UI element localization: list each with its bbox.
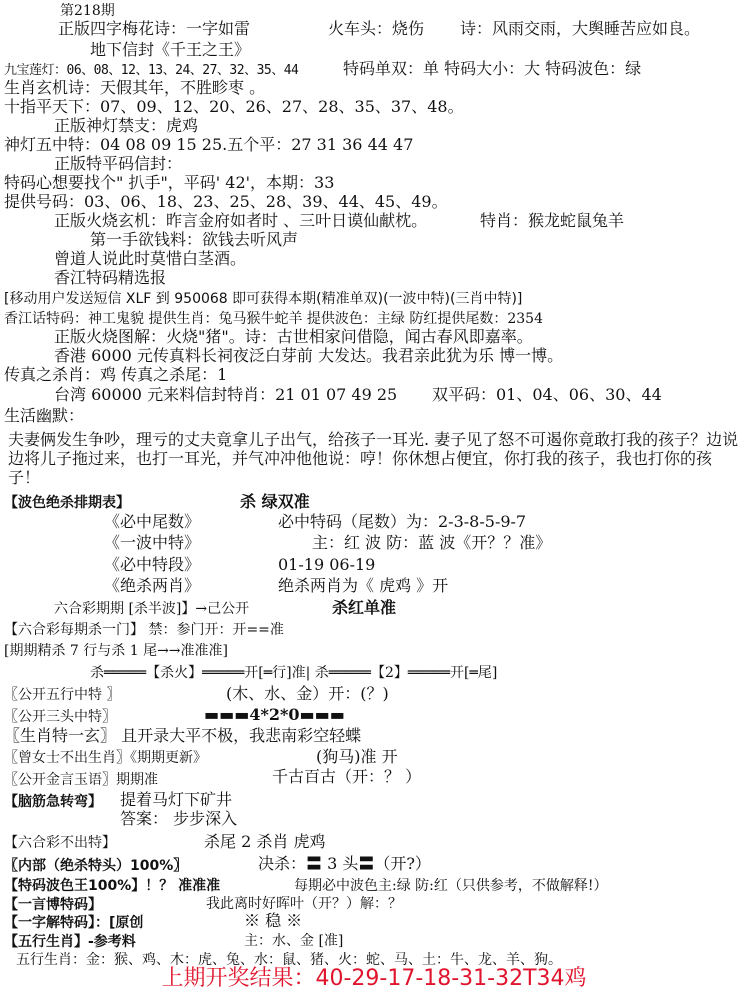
one-char-special-value: ※ 稳 ※ [244, 911, 303, 930]
wave-king-label: 【特码波色王100%】！？ 准准准 [4, 878, 221, 894]
poem-line: 诗：风雨交雨，大舆睡苦应如良。 [460, 19, 701, 38]
must-tail-label: 《必中尾数》 [104, 512, 201, 531]
fire-mystery-line: 正版火烧玄机：昨言金府如者时 、三叶日谟仙献枕。 [54, 211, 428, 230]
special-attributes-line: 特码单双：单 特码大小：大 特码波色：绿 [343, 59, 642, 78]
ms-zeng-label: 〖曾女士不出生肖〗《期期更新》 [4, 750, 207, 766]
first-hand-line: 第一手欲钱料：欲钱去听风声 [90, 230, 299, 249]
five-element-value: (木、水、金）开：(？) [226, 684, 389, 703]
riddle-question: 提着马灯下矿井 [120, 790, 233, 809]
issue-number: 第218期 [60, 3, 115, 19]
plum-poem-line: 正版四字梅花诗：一字如雷 [58, 19, 251, 38]
kill-two-value: 绝杀两肖为《 虎鸡 》开 [278, 576, 449, 595]
three-head-value: ▬▬▬4*2*0▬▬▬ [204, 705, 345, 724]
five-element-zodiac-value: 主：水、金 [准] [244, 933, 344, 949]
kill-element-line: 杀═════【杀火】═════开[═行]准| 杀═════【2】═════开[═尾] [90, 665, 498, 681]
wave-kill-table-heading: 【波色绝杀排期表】 [4, 495, 130, 511]
zodiac-poem-line: 生肖玄机诗：天假其年，不胜畛枣 。 [4, 78, 266, 97]
fire-picture-line: 正版火烧图解：火烧"猪"。诗：古世相家问借隐，闻古春风即嘉率。 [54, 327, 533, 346]
must-tail-value: 必中特码（尾数）为：2-3-8-5-9-7 [278, 512, 527, 531]
double-flat-line: 双平码：01、04、06、30、44 [432, 385, 662, 404]
one-word-special-value: 我此离时好晖叶（开？）解：？ [206, 896, 402, 912]
one-char-special-label: 【一字解特码】：[原创 [4, 915, 144, 931]
ms-zeng-value: (狗马)准 开 [316, 747, 398, 766]
taiwan-envelope-line: 台湾 60000 元来料信封特肖：21 01 07 49 25 [54, 385, 398, 404]
five-element-zodiac-label: 【五行生肖】-参考料 [4, 934, 136, 950]
one-word-special-label: 【一言博特码】 [4, 897, 102, 913]
lamp-five-line: 神灯五中特：04 08 09 15 25.五个平：27 31 36 44 47 [4, 135, 414, 154]
five-element-zodiac-list: 五行生肖：金：猴、鸡、木：虎、兔、水：鼠、猪、火：蛇、马、土：牛、龙、羊、狗。 [16, 952, 562, 968]
hongkong-fax-line: 香港 6000 元传真料长祠夜泛白芽前 大发达。我君亲此犹为乐 博一博。 [54, 346, 564, 365]
hongkong-talk-line: 香江话特码：神工鬼貌 提供生肖：兔马猴牛蛇羊 提供波色：主绿 防红提供尾数：2354 [4, 311, 543, 327]
five-element-label: 〖公开五行中特 〗 [4, 687, 121, 703]
special-zodiac-line: 特肖：猴龙蛇鼠兔羊 [480, 211, 625, 230]
riddle-answer: 答案： 步步深入 [120, 809, 238, 828]
internal-kill-value: 决杀：〓 3 头〓（开?） [258, 854, 431, 873]
humor-heading: 生活幽默： [4, 406, 85, 425]
zodiac-mystery-line: 〖生肖特一玄〗 且开录大平不极，我悲南彩空轻蝶 [4, 726, 362, 745]
taoist-line: 曾道人说此时莫惜白茎酒。 [54, 249, 247, 268]
train-head-line: 火车头：烧伤 [328, 19, 425, 38]
kill-red-line: 杀红单准 [332, 598, 397, 617]
golden-words-value: 千古百古（开：？ ） [272, 767, 422, 786]
underground-envelope-line: 地下信封《千王之王》 [90, 40, 251, 59]
flat-code-envelope-line: 正版特平码信封： [54, 154, 183, 173]
fax-kill-line: 传真之杀肖：鸡 传真之杀尾：1 [4, 365, 228, 384]
ten-fingers-line: 十指平天下：07、09、12、20、26、27、28、35、37、48。 [4, 97, 464, 116]
kill-two-label: 《绝杀两肖》 [104, 576, 201, 595]
nine-lotus-line: 九宝莲灯：06、08、12、13、24、27、32、35、44 [4, 63, 299, 78]
pickpocket-line: 特码心想要找个" 扒手"，平码' 42'，本期：33 [4, 173, 335, 192]
last-draw-result: 上期开奖结果：40-29-17-18-31-32T34鸡 [161, 966, 587, 991]
kill-green-line: 杀 绿双准 [240, 492, 310, 511]
one-wave-value: 主：红 波 防：蓝 波《开？？准》 [312, 533, 552, 552]
internal-kill-label: 〖内部（绝杀特头）100%〗 [4, 858, 188, 874]
lamp-forbidden-line: 正版神灯禁支：虎鸡 [54, 116, 199, 135]
three-head-label: 〖公开三头中特〗 [4, 709, 116, 725]
golden-words-label: 〖公开金言玉语〗期期准 [4, 772, 158, 788]
kill-element-heading: [期期精杀 7 行与杀 1 尾→→准准准] [4, 643, 228, 659]
sms-promo-line: [移动用户发送短信 XLF 到 950068 即可获得本期(精准单双)(一波中特)(三肖中特)] [4, 291, 523, 307]
one-wave-label: 《一波中特》 [104, 533, 201, 552]
wave-king-value: 每期必中波色主:绿 防:红（只供参考，不做解释!） [294, 878, 608, 894]
half-wave-line: 六合彩期期 [杀半波]】→己公开 [54, 601, 250, 617]
hongkong-report-line: 香江特码精选报 [54, 268, 167, 287]
must-segment-label: 《必中特段》 [104, 555, 201, 574]
no-special-label: 【六合彩不出特】 [4, 835, 116, 851]
must-segment-value: 01-19 06-19 [278, 555, 376, 574]
kill-one-door-line: 【六合彩每期杀一门】 禁：参门开：开==准 [4, 622, 284, 638]
humor-paragraph: 夫妻俩发生争吵，理亏的丈夫竟拿儿子出气，给孩子一耳光. 妻子见了怒不可遏你竟敢打我的孩子？边说边将儿子拖过来，也打一耳光，并气冲冲他他说：哼！你休想占便宜，你打我的孩子，我也打你的孩子！ [8, 430, 739, 487]
riddle-label: 【脑筋急转弯】 [4, 794, 102, 810]
no-special-value: 杀尾 2 杀肖 虎鸡 [204, 832, 326, 851]
provided-numbers-line: 提供号码：03、06、18、23、25、28、39、44、45、49。 [4, 192, 448, 211]
